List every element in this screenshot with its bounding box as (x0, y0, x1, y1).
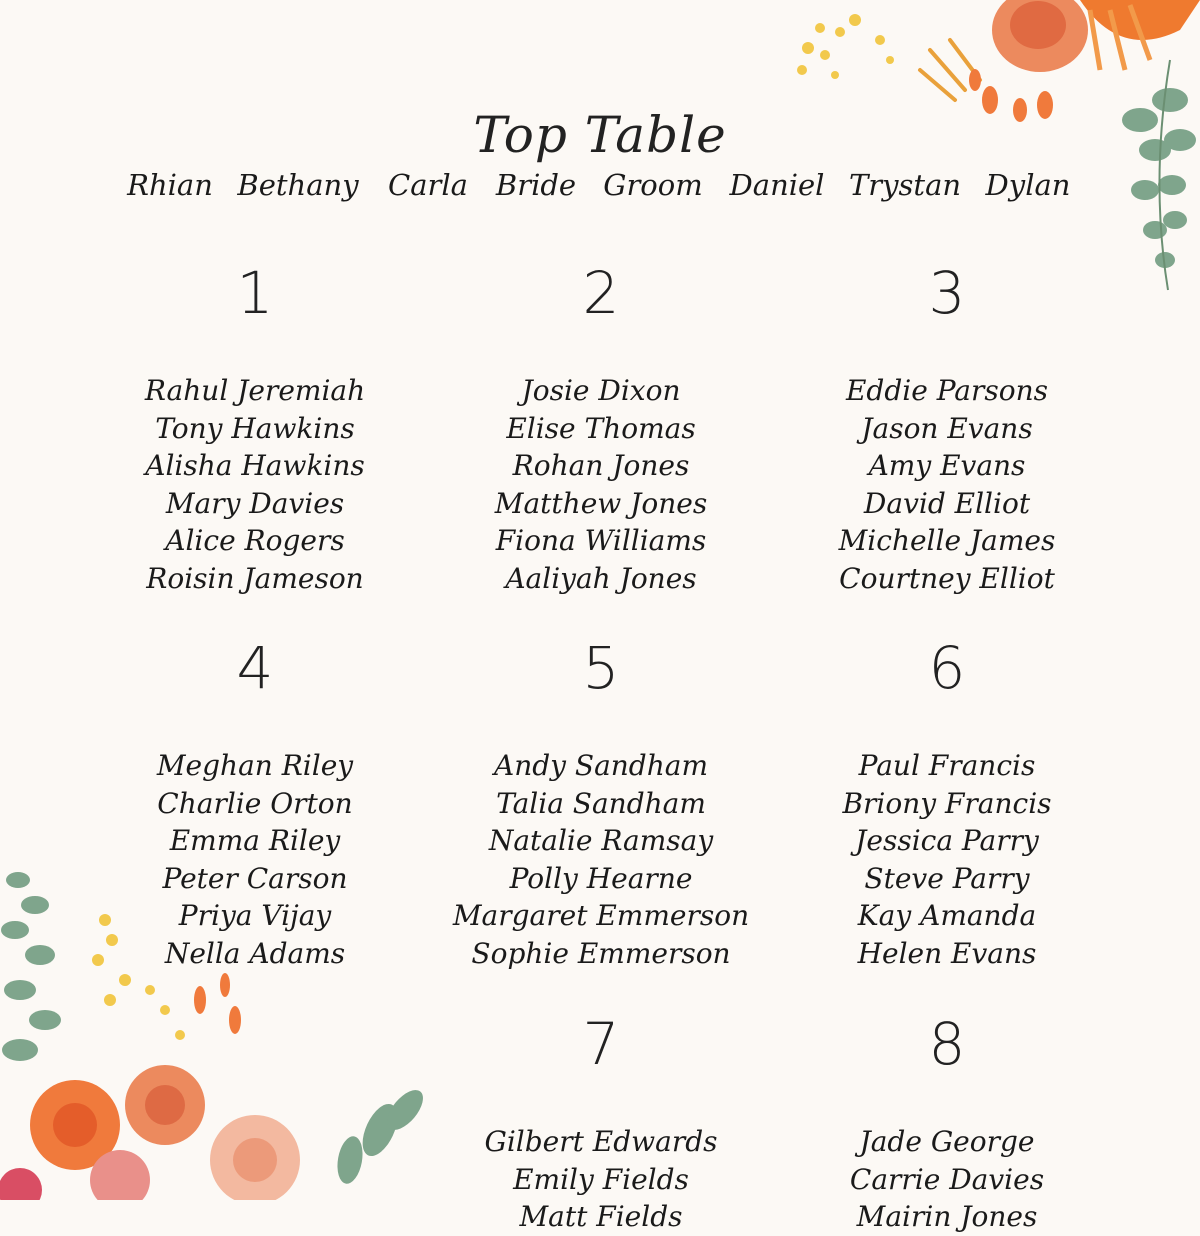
top-table-guest: Bride (495, 168, 577, 202)
table-number: 5 (582, 634, 620, 702)
guest-name: Talia Sandham (496, 786, 706, 820)
table-card (777, 634, 1117, 972)
guest-name: Courtney Elliot (839, 561, 1055, 595)
top-table-guest: Dylan (985, 168, 1071, 202)
top-table-guest: Carla (388, 168, 468, 202)
table-number: 7 (582, 1010, 620, 1078)
guest-list (777, 372, 1117, 597)
guest-name: Jade George (859, 1125, 1035, 1158)
guest-name: Alice Rogers (165, 524, 345, 557)
guest-name: Andy Sandham (493, 749, 708, 782)
guest-name: Mairin Jones (856, 1200, 1038, 1233)
guest-name: Steve Parry (864, 861, 1030, 895)
guest-list (85, 372, 425, 597)
guest-name: Rahul Jeremiah (144, 374, 366, 407)
guest-name: Mary Davies (165, 486, 345, 520)
guest-name: Jason Evans (861, 411, 1033, 445)
guest-name: Margaret Emmerson (452, 899, 750, 932)
guest-name: Aaliyah Jones (505, 561, 697, 595)
table-number: 6 (928, 634, 966, 702)
page-title: Top Table (473, 105, 727, 164)
guest-name: Elise Thomas (506, 411, 696, 445)
guest-name: Rohan Jones (512, 449, 690, 482)
guest-name: Kay Amanda (857, 899, 1037, 932)
guest-list (431, 1123, 771, 1236)
guest-name: Michelle James (838, 524, 1056, 557)
guest-name: Meghan Riley (156, 749, 354, 782)
guest-name: Sophie Emmerson (471, 936, 731, 970)
guest-name: Fiona Williams (495, 524, 707, 557)
guest-list (85, 747, 425, 972)
top-table-guest: Bethany (237, 168, 359, 202)
guest-name: Emma Riley (169, 824, 341, 857)
top-table-names (0, 168, 1200, 218)
guest-list (431, 372, 771, 597)
guest-name: David Elliot (863, 486, 1031, 520)
table-card (431, 1010, 771, 1236)
table-card (85, 634, 425, 972)
guest-name: Briony Francis (842, 786, 1052, 820)
table-number: 3 (928, 259, 966, 327)
guest-name: Josie Dixon (521, 374, 681, 407)
guest-name: Helen Evans (857, 936, 1037, 970)
guest-name: Amy Evans (868, 449, 1026, 482)
guest-name: Jessica Parry (855, 824, 1039, 857)
guest-name: Matthew Jones (494, 486, 708, 520)
top-table-guest: Rhian (127, 168, 213, 202)
guest-name: Tony Hawkins (155, 411, 355, 445)
table-card (777, 259, 1117, 597)
top-table-guest: Daniel (729, 168, 825, 202)
guest-name: Carrie Davies (849, 1162, 1045, 1196)
guest-name: Peter Carson (162, 861, 348, 895)
guest-name: Matt Fields (519, 1200, 683, 1233)
guest-name: Roisin Jameson (146, 561, 364, 595)
guest-list (431, 747, 771, 972)
guest-name: Eddie Parsons (845, 374, 1048, 407)
table-card (85, 259, 425, 597)
guest-name: Charlie Orton (157, 786, 353, 820)
table-card (431, 634, 771, 972)
guest-list (777, 747, 1117, 972)
guest-name: Alisha Hawkins (145, 449, 365, 482)
top-table-guest: Groom (603, 168, 703, 202)
top-table-guest: Trystan (848, 168, 962, 202)
table-card (431, 259, 771, 597)
guest-name: Paul Francis (858, 749, 1036, 782)
table-number: 8 (928, 1010, 966, 1078)
table-number: 4 (236, 634, 274, 702)
guest-name: Priya Vijay (178, 899, 332, 932)
guest-list (777, 1123, 1117, 1236)
guest-name: Gilbert Edwards (484, 1125, 718, 1158)
guest-name: Nella Adams (164, 936, 346, 970)
table-number: 1 (236, 259, 274, 327)
guest-name: Polly Hearne (509, 861, 693, 895)
guest-name: Natalie Ramsay (488, 824, 714, 857)
table-number: 2 (582, 259, 620, 327)
table-card (777, 1010, 1117, 1236)
guest-name: Emily Fields (513, 1162, 689, 1196)
